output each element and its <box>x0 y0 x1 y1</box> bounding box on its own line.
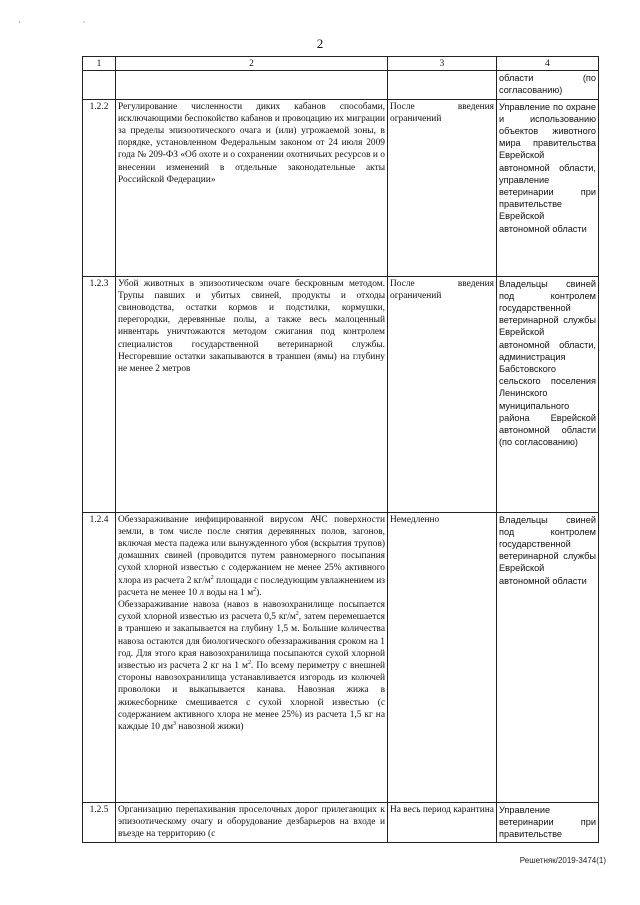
table-row <box>83 276 599 512</box>
row-measure <box>116 512 388 802</box>
row-measure: Организацию перепахивания проселочных дорог прилегающих к эпизоотическому очагу и оборудование дезбарьеров на входе и въезде на территорию (с <box>116 802 388 843</box>
row-term: После введения ограничений <box>388 99 497 276</box>
table-row <box>83 802 599 843</box>
header-col-2: 2 <box>116 57 388 71</box>
row-term: На весь период карантина <box>388 802 497 843</box>
row-term: Немедленно <box>388 512 497 802</box>
continuation-responsible: области (по согласованию) <box>497 71 599 99</box>
header-col-1: 1 <box>83 57 116 71</box>
measures-table <box>82 56 599 843</box>
row-measure: Убой животных в эпизоотическом очаге бескровным методом. Трупы павших и убитых свиней, продукты и отходы свиноводства, остатки кормов и подстилки, кормушки, перегородки, деревянные полы, а также весь малоценный инвентарь уничтожаются методом сжигания под контролем специалистов государственной ветеринарной службы. Несгоревшие остатки закапываются в траншеи (ямы) на глубину не менее 2 метров <box>116 276 388 512</box>
row-number: 1.2.3 <box>83 276 116 512</box>
row-responsible: Владельцы свиней под контролем государственной ветеринарной службы Еврейской автономной области, администрация Бабстовского сельского поселения Ленинского муниципального района Еврейской автономной области (по согласованию) <box>497 276 599 512</box>
row-measure: Регулирование численности диких кабанов способами, исключающими беспокойство кабанов и провоцацию их миграции за пределы эпизоотического очага и (или) угрожаемой зоны, в порядке, установленном Федеральным законом от 24 июля 2009 года № 209-ФЗ «Об охоте и о сохранении охотничьих ресурсов и о внесении изменений в отдельные законодательные акты Российской Федерации» <box>116 99 388 276</box>
row-term: После введения ограничений <box>388 276 497 512</box>
row-number: 1.2.5 <box>83 802 116 843</box>
header-col-3: 3 <box>388 57 497 71</box>
row-number: 1.2.2 <box>83 99 116 276</box>
scan-marks: · · <box>18 18 116 27</box>
row-number: 1.2.4 <box>83 512 116 802</box>
document-footer: Решетняк/2019-3474(1) <box>519 856 606 865</box>
table-row <box>83 99 599 276</box>
row-responsible: Владельцы свиней под контролем государственной ветеринарной службы Еврейской автономной области <box>497 512 599 802</box>
header-row <box>83 57 599 71</box>
measure-paragraph-2: Обеззараживание навоза (навоз в навозохранилище посыпается сухой хлорной известью из расчета 0,5 $кг/м^2$, затем перемешается в траншею и закапывается на глубину 1,5 м. Большие количества навоза остаются для биологического обеззараживания сроком на 1 год. Для этого края навозохранилища посыпаются сухой хлорной известью из расчета 2 кг на 1 $м^2$. По всему периметру с внешней стороны навозохранилища устанавливается изгородь из колючей проволоки и выкапывается канава. Навозная жижа в жижесборнике смешивается с сухой хлорной известью (с содержанием активного хлора не менее 25%) из расчета 1,5 кг на каждые 10 $дм^3$ навозной жижи) <box>118 600 386 733</box>
continuation-row <box>83 71 599 99</box>
row-responsible: Управление по охране и использованию объектов животного мира правительства Еврейской автономной области, управление ветеринарии при правительстве Еврейской автономной области <box>497 99 599 276</box>
header-col-4: 4 <box>497 57 599 71</box>
page-number: 2 <box>316 36 324 51</box>
measure-paragraph-1: Обеззараживание инфицированной вирусом АЧС поверхности земли, в том числе после снятия деревянных полов, загонов, включая места падежа или вынужденного убоя (вскрытия трупов) домашних свиней (проводится путем равномерного посыпания сухой хлорной известью с содержанием не менее 25% активного хлора из расчета 2 $кг/м^2$ площади с последующим увлажнением из расчета не менее 10 л воды на 1 $м^2$). <box>118 514 385 598</box>
table-row <box>83 512 599 802</box>
row-responsible: Управление ветеринарии при правительстве <box>497 802 599 843</box>
